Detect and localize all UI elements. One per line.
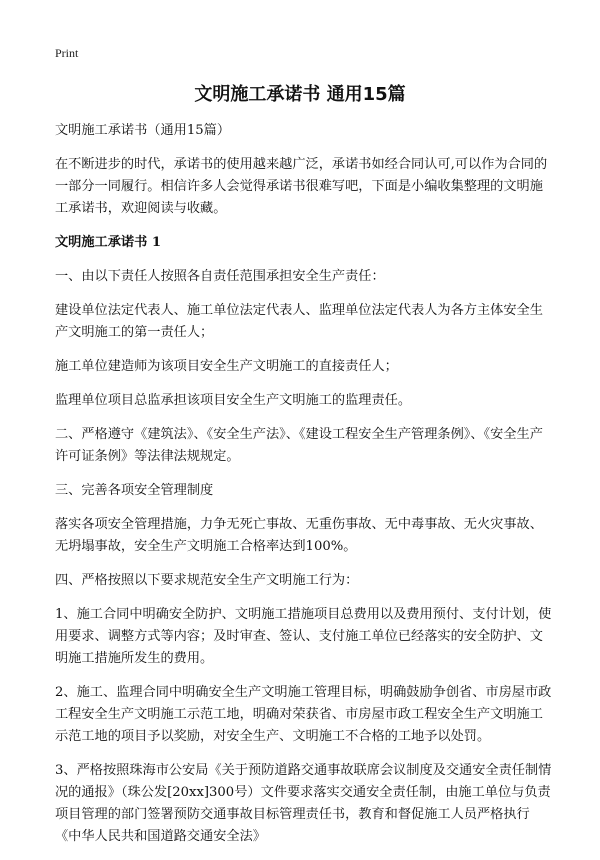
document-title: 文明施工承诺书 通用15篇 — [194, 84, 406, 105]
paragraph-responsibility: 一、由以下责任人按照各自责任范围承担安全生产责任： — [55, 269, 385, 284]
paragraph-management-system: 三、完善各项安全管理制度 — [55, 483, 214, 498]
paragraph-first-responsible: 建设单位法定代表人、施工单位法定代表人、监理单位法定代表人为各方主体安全生产文明施工的第一责任人； — [55, 303, 543, 340]
paragraph-direct-responsible: 施工单位建造师为该项目安全生产文明施工的直接责任人； — [55, 359, 398, 374]
paragraph-safety-measures: 落实各项安全管理措施，力争无死亡事故、无重伤事故、无中毒事故、无火灾事故、无坍塌事故，安全生产文明施工合格率达到100%。 — [55, 517, 543, 554]
paragraph-supervision-responsible: 监理单位项目总监承担该项目安全生产文明施工的监理责任。 — [55, 393, 412, 408]
list-item: 1、施工合同中明确安全防护、文明施工措施项目总费用以及费用预付、支付计划，使用要求、调整方式等内容；及时审查、签认、支付施工单位已经落实的安全防护、文明施工措施所发生的费用。 — [55, 607, 552, 666]
print-label[interactable]: Print — [55, 46, 79, 60]
paragraph-laws: 二、严格遵守《建筑法》、《安全生产法》、《建设工程安全生产管理条例》、《安全生产许可证条例》等法律法规规定。 — [55, 427, 543, 464]
list-item: 2、施工、监理合同中明确安全生产文明施工管理目标，明确鼓励争创省、市房屋市政工程安全生产文明施工示范工地，明确对荣获省、市房屋市政工程安全生产文明施工示范工地的项目予以奖励，对安全生产、文明施工不合格的工地予以处罚。 — [55, 685, 552, 744]
paragraph-requirements: 四、严格按照以下要求规范安全生产文明施工行为： — [55, 573, 359, 588]
section-heading: 文明施工承诺书 1 — [55, 235, 162, 250]
list-item: 3、严格按照珠海市公安局《关于预防道路交通事故联席会议制度及交通安全责任制情况的通报》（珠公发[20xx]300号）文件要求落实交通安全责任制，由施工单位与负责项目管理的部门签署预防交通事故目标管理责任书，教育和督促施工人员严格执行《中华人民共和国道路交通安全法》 — [55, 763, 552, 844]
document-body — [55, 120, 552, 860]
intro-paragraph: 在不断进步的时代，承诺书的使用越来越广泛，承诺书如经合同认可,可以作为合同的一部分一同履行。相信许多人会觉得承诺书很难写吧，下面是小编收集整理的文明施工承诺书，欢迎阅读与收藏。 — [55, 157, 548, 216]
document-subtitle: 文明施工承诺书（通用15篇） — [55, 123, 231, 138]
